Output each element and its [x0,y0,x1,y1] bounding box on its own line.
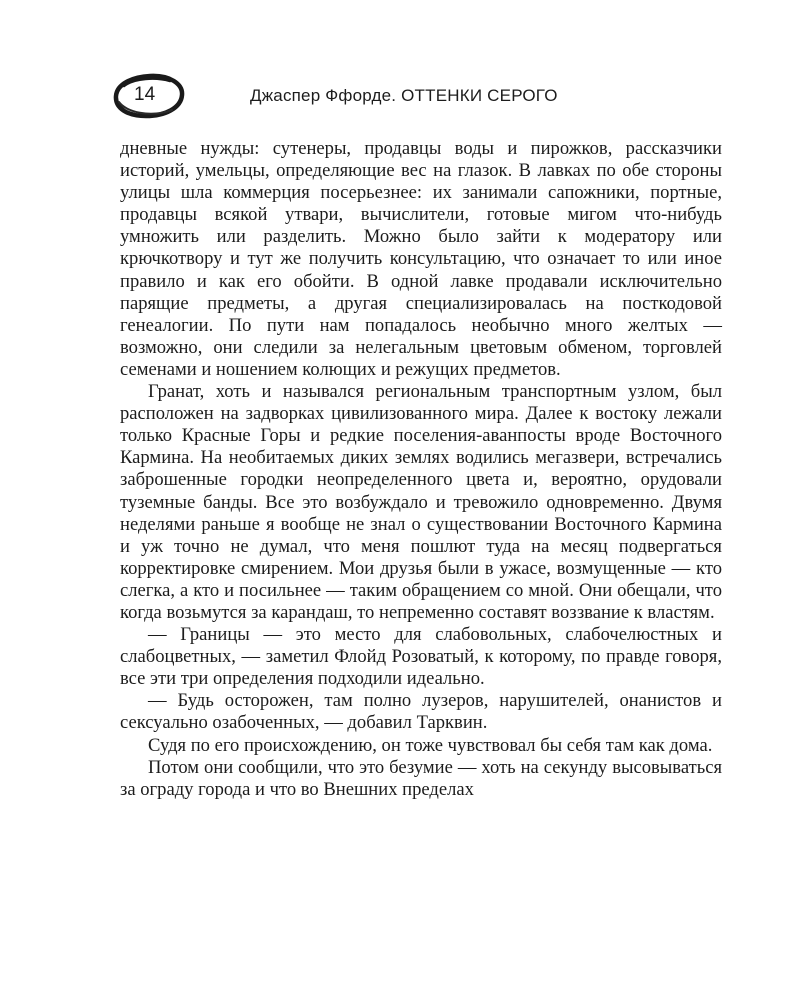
running-head: Джаспер Ффорде. ОТТЕНКИ СЕРОГО [250,86,558,105]
paragraph: — Границы — это место для слабовольных, слабочелюстных и слабоцветных, — заметил Флойд Розоватый, к которому, по правде говоря, все эти три определения подходили идеально. [120,624,722,690]
body-text [120,138,722,801]
page-header [100,70,720,130]
page-number-badge [110,72,186,120]
paragraph: дневные нужды: сутенеры, продавцы воды и пирожков, рассказчики историй, умельцы, определяющие вес на глазок. В лавках по обе стороны улицы шла коммерция посерьезнее: их занимали сапожники, портные, продавцы всякой утвари, вычислители, готовые мигом что-нибудь умножить или разделить. Можно было зайти к модератору или крючкотвору и тут же получить консультацию, что означает то или иное правило и как его обойти. В одной лавке продавали исключительно парящие предметы, а другая специализировалась на посткодовой генеалогии. По пути нам попадалось необычно много желтых — возможно, они следили за нелегальным цветовым обменом, торговлей семенами и ношением колющих и режущих предметов. [120,138,722,380]
paragraph: — Будь осторожен, там полно лузеров, нарушителей, онанистов и сексуально озабоченных, — добавил Тарквин. [120,690,722,734]
paragraph: Гранат, хоть и назывался региональным транспортным узлом, был расположен на задворках цивилизованного мира. Далее к востоку лежали только Красные Горы и редкие поселения-аванпосты вроде Восточного Кармина. На необитаемых диких землях водились мегазвери, встречались заброшенные городки неопределенного цвета и, вероятно, орудовали туземные банды. Все это возбуждало и тревожило одновременно. Двумя неделями раньше я вообще не знал о существовании Восточного Кармина и уж точно не думал, что меня пошлют туда на месяц подвергаться корректировке смирением. Мои друзья были в ужасе, возмущенные — кто слегка, а кто и посильнее — таким обращением со мной. Они обещали, что когда возьмутся за карандаш, то непременно составят воззвание к властям. [120,381,722,623]
paragraph: Судя по его происхождению, он тоже чувствовал бы себя там как дома. [148,734,713,756]
page-number: 14 [134,84,156,105]
paragraph: Потом они сообщили, что это безумие — хоть на секунду высовываться за ограду города и что во Внешних пределах [120,756,722,800]
